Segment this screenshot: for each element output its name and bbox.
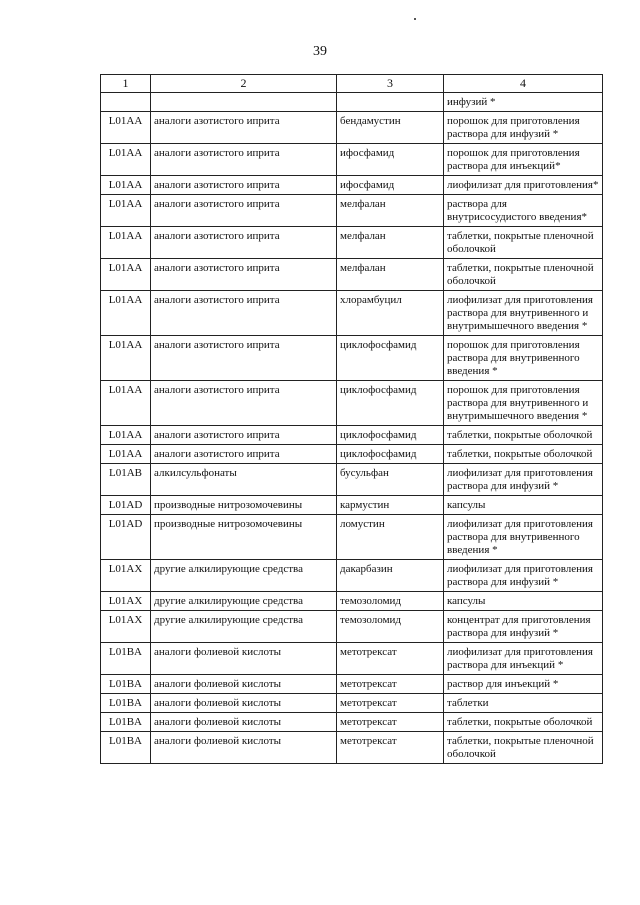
dosage-form-cell: лиофилизат для приготовления*: [444, 176, 603, 195]
table-row: [101, 611, 603, 643]
table-row: [101, 195, 603, 227]
dosage-form-cell: лиофилизат для приготовления раствора для инфузий *: [444, 560, 603, 592]
drug-name-cell: бендамустин: [337, 112, 444, 144]
drug-name-cell: метотрексат: [337, 675, 444, 694]
table-row: [101, 560, 603, 592]
table-row: [101, 93, 603, 112]
atc-code-cell: L01AA: [101, 291, 151, 336]
dosage-form-cell: капсулы: [444, 496, 603, 515]
dosage-form-cell: раствор для инъекций *: [444, 675, 603, 694]
group-name-cell: аналоги фолиевой кислоты: [151, 694, 337, 713]
group-name-cell: другие алкилирующие средства: [151, 611, 337, 643]
atc-code-cell: L01AA: [101, 259, 151, 291]
dosage-form-cell: лиофилизат для приготовления раствора для внутривенного и внутримышечного введения *: [444, 291, 603, 336]
group-name-cell: аналоги азотистого иприта: [151, 112, 337, 144]
atc-code-cell: L01AX: [101, 611, 151, 643]
atc-code-cell: L01AA: [101, 176, 151, 195]
atc-code-cell: L01AD: [101, 515, 151, 560]
dosage-form-cell: лиофилизат для приготовления раствора для инфузий *: [444, 464, 603, 496]
table-row: [101, 291, 603, 336]
dosage-form-cell: лиофилизат для приготовления раствора для инъекций *: [444, 643, 603, 675]
atc-code-cell: L01AA: [101, 445, 151, 464]
dosage-form-cell: инфузий *: [444, 93, 603, 112]
column-header: 2: [151, 75, 337, 93]
drug-name-cell: темозоломид: [337, 592, 444, 611]
drug-name-cell: ифосфамид: [337, 144, 444, 176]
group-name-cell: [151, 93, 337, 112]
dosage-form-cell: порошок для приготовления раствора для внутривенного введения *: [444, 336, 603, 381]
group-name-cell: аналоги азотистого иприта: [151, 291, 337, 336]
dosage-form-cell: таблетки, покрытые оболочкой: [444, 445, 603, 464]
table-row: [101, 592, 603, 611]
group-name-cell: аналоги азотистого иприта: [151, 144, 337, 176]
dosage-form-cell: лиофилизат для приготовления раствора для внутривенного введения *: [444, 515, 603, 560]
table-row: [101, 694, 603, 713]
table-row: [101, 675, 603, 694]
dosage-form-cell: таблетки, покрытые пленочной оболочкой: [444, 227, 603, 259]
drug-name-cell: мелфалан: [337, 259, 444, 291]
atc-code-cell: L01AA: [101, 227, 151, 259]
table-row: [101, 732, 603, 764]
dosage-form-cell: раствора для внутрисосудистого введения*: [444, 195, 603, 227]
atc-code-cell: [101, 93, 151, 112]
table-row: [101, 227, 603, 259]
column-header: 4: [444, 75, 603, 93]
drug-name-cell: [337, 93, 444, 112]
drug-name-cell: циклофосфамид: [337, 445, 444, 464]
group-name-cell: аналоги азотистого иприта: [151, 426, 337, 445]
atc-code-cell: L01BA: [101, 643, 151, 675]
table-row: [101, 515, 603, 560]
dosage-form-cell: таблетки: [444, 694, 603, 713]
page-number: 39: [313, 44, 327, 59]
atc-code-cell: L01AA: [101, 336, 151, 381]
drug-table: [100, 74, 603, 764]
drug-name-cell: дакарбазин: [337, 560, 444, 592]
atc-code-cell: L01BA: [101, 713, 151, 732]
drug-name-cell: циклофосфамид: [337, 381, 444, 426]
atc-code-cell: L01AD: [101, 496, 151, 515]
atc-code-cell: L01AA: [101, 381, 151, 426]
dosage-form-cell: таблетки, покрытые пленочной оболочкой: [444, 259, 603, 291]
drug-name-cell: ифосфамид: [337, 176, 444, 195]
atc-code-cell: L01BA: [101, 675, 151, 694]
group-name-cell: аналоги азотистого иприта: [151, 227, 337, 259]
group-name-cell: другие алкилирующие средства: [151, 560, 337, 592]
dosage-form-cell: порошок для приготовления раствора для внутривенного и внутримышечного введения *: [444, 381, 603, 426]
group-name-cell: аналоги фолиевой кислоты: [151, 675, 337, 694]
dosage-form-cell: таблетки, покрытые оболочкой: [444, 426, 603, 445]
table-row: [101, 336, 603, 381]
dosage-form-cell: концентрат для приготовления раствора для инфузий *: [444, 611, 603, 643]
drug-name-cell: метотрексат: [337, 713, 444, 732]
table-row: [101, 445, 603, 464]
group-name-cell: аналоги фолиевой кислоты: [151, 732, 337, 764]
group-name-cell: аналоги фолиевой кислоты: [151, 713, 337, 732]
atc-code-cell: L01AA: [101, 144, 151, 176]
table-row: [101, 496, 603, 515]
drug-name-cell: темозоломид: [337, 611, 444, 643]
drug-name-cell: хлорамбуцил: [337, 291, 444, 336]
atc-code-cell: L01BA: [101, 732, 151, 764]
scan-speck: [414, 18, 416, 20]
drug-name-cell: мелфалан: [337, 227, 444, 259]
dosage-form-cell: порошок для приготовления раствора для инфузий *: [444, 112, 603, 144]
table-row: [101, 112, 603, 144]
table-row: [101, 713, 603, 732]
group-name-cell: аналоги азотистого иприта: [151, 195, 337, 227]
drug-name-cell: циклофосфамид: [337, 426, 444, 445]
table-row: [101, 144, 603, 176]
atc-code-cell: L01BA: [101, 694, 151, 713]
table-row: [101, 381, 603, 426]
drug-name-cell: ломустин: [337, 515, 444, 560]
atc-code-cell: L01AA: [101, 426, 151, 445]
group-name-cell: алкилсульфонаты: [151, 464, 337, 496]
table-body: [101, 93, 603, 764]
column-header: 1: [101, 75, 151, 93]
group-name-cell: аналоги фолиевой кислоты: [151, 643, 337, 675]
group-name-cell: аналоги азотистого иприта: [151, 381, 337, 426]
group-name-cell: аналоги азотистого иприта: [151, 176, 337, 195]
drug-name-cell: метотрексат: [337, 643, 444, 675]
column-header: 3: [337, 75, 444, 93]
drug-name-cell: метотрексат: [337, 732, 444, 764]
group-name-cell: аналоги азотистого иприта: [151, 336, 337, 381]
table-header-row: [101, 75, 603, 93]
table-row: [101, 176, 603, 195]
dosage-form-cell: таблетки, покрытые оболочкой: [444, 713, 603, 732]
drug-name-cell: метотрексат: [337, 694, 444, 713]
dosage-form-cell: порошок для приготовления раствора для инъекций*: [444, 144, 603, 176]
table-row: [101, 259, 603, 291]
drug-name-cell: кармустин: [337, 496, 444, 515]
table-row: [101, 464, 603, 496]
atc-code-cell: L01AX: [101, 560, 151, 592]
table-row: [101, 643, 603, 675]
atc-code-cell: L01AA: [101, 112, 151, 144]
table-row: [101, 426, 603, 445]
group-name-cell: другие алкилирующие средства: [151, 592, 337, 611]
atc-code-cell: L01AB: [101, 464, 151, 496]
drug-name-cell: циклофосфамид: [337, 336, 444, 381]
group-name-cell: аналоги азотистого иприта: [151, 445, 337, 464]
drug-name-cell: бусульфан: [337, 464, 444, 496]
atc-code-cell: L01AA: [101, 195, 151, 227]
group-name-cell: производные нитрозомочевины: [151, 496, 337, 515]
group-name-cell: аналоги азотистого иприта: [151, 259, 337, 291]
group-name-cell: производные нитрозомочевины: [151, 515, 337, 560]
drug-name-cell: мелфалан: [337, 195, 444, 227]
dosage-form-cell: капсулы: [444, 592, 603, 611]
dosage-form-cell: таблетки, покрытые пленочной оболочкой: [444, 732, 603, 764]
atc-code-cell: L01AX: [101, 592, 151, 611]
